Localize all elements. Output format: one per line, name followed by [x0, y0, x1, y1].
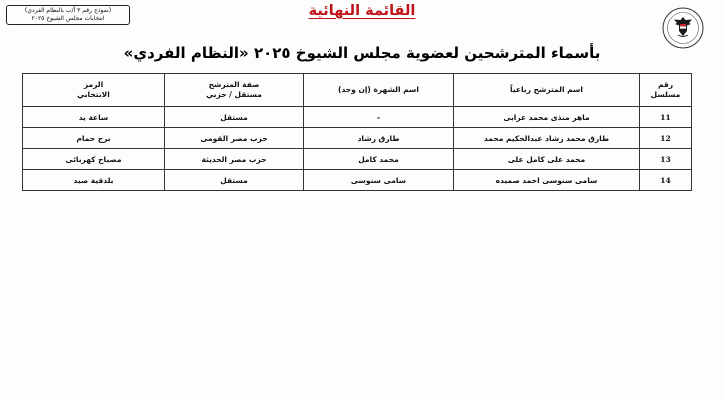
- name-cell: طارق محمد رشاد عبدالحكيم محمد: [454, 128, 640, 149]
- symbol-cell: ساعة يد: [23, 107, 165, 128]
- fame-cell: محمد كامل: [304, 149, 454, 170]
- header-status-line2: مستقل / حزبي: [206, 90, 262, 99]
- fame-cell: طارق رشاد: [304, 128, 454, 149]
- status-cell: مستقل: [165, 170, 304, 191]
- name-cell: ماهر منذى محمد عرابى: [454, 107, 640, 128]
- form-number-box: [6, 5, 130, 25]
- table-row: [23, 107, 692, 128]
- symbol-cell: برج حمام: [23, 128, 165, 149]
- election-name-line: انتخابات مجلس الشيوخ ٢٠٢٥: [31, 15, 105, 22]
- status-cell: مستقل: [165, 107, 304, 128]
- header-status: [165, 74, 304, 107]
- header-name: اسم المترشح رباعياً: [454, 74, 640, 107]
- status-cell: حزب مصر الحديثة: [165, 149, 304, 170]
- serial-cell: 12: [640, 128, 692, 149]
- egypt-emblem-icon: [662, 7, 704, 49]
- table-row: [23, 170, 692, 191]
- serial-cell: 13: [640, 149, 692, 170]
- header-symbol-line2: الانتخابي: [77, 90, 110, 99]
- serial-cell: 11: [640, 107, 692, 128]
- symbol-cell: بلدقية صيد: [23, 170, 165, 191]
- header-symbol-line1: الرمز: [83, 80, 104, 89]
- header-status-line1: صفة المترشح: [208, 80, 260, 89]
- symbol-cell: مصباح كهربائى: [23, 149, 165, 170]
- header-serial: [640, 74, 692, 107]
- list-title: القائمة النهائية: [308, 3, 416, 19]
- serial-cell: 14: [640, 170, 692, 191]
- header-fame: اسم الشهرة (إن وجد): [304, 74, 454, 107]
- fame-cell: -: [304, 107, 454, 128]
- fame-cell: سامى سنوسى: [304, 170, 454, 191]
- candidates-table: [22, 73, 692, 191]
- table-row: [23, 149, 692, 170]
- page-heading: بأسماء المترشحين لعضوية مجلس الشيوخ ٢٠٢٥ «النظام الفردي»: [123, 44, 601, 62]
- name-cell: محمد على كامل على: [454, 149, 640, 170]
- name-cell: سامى سنوسى احمد صميده: [454, 170, 640, 191]
- header-serial-line2: مسلسل: [650, 90, 681, 99]
- header-symbol: [23, 74, 165, 107]
- status-cell: حزب مصر القومى: [165, 128, 304, 149]
- table-header-row: [23, 74, 692, 107]
- header-serial-line1: رقم: [657, 80, 674, 89]
- table-row: [23, 128, 692, 149]
- form-number-line: (نموذج رقم ٣ أ/ب بالنظام الفردي): [24, 7, 112, 14]
